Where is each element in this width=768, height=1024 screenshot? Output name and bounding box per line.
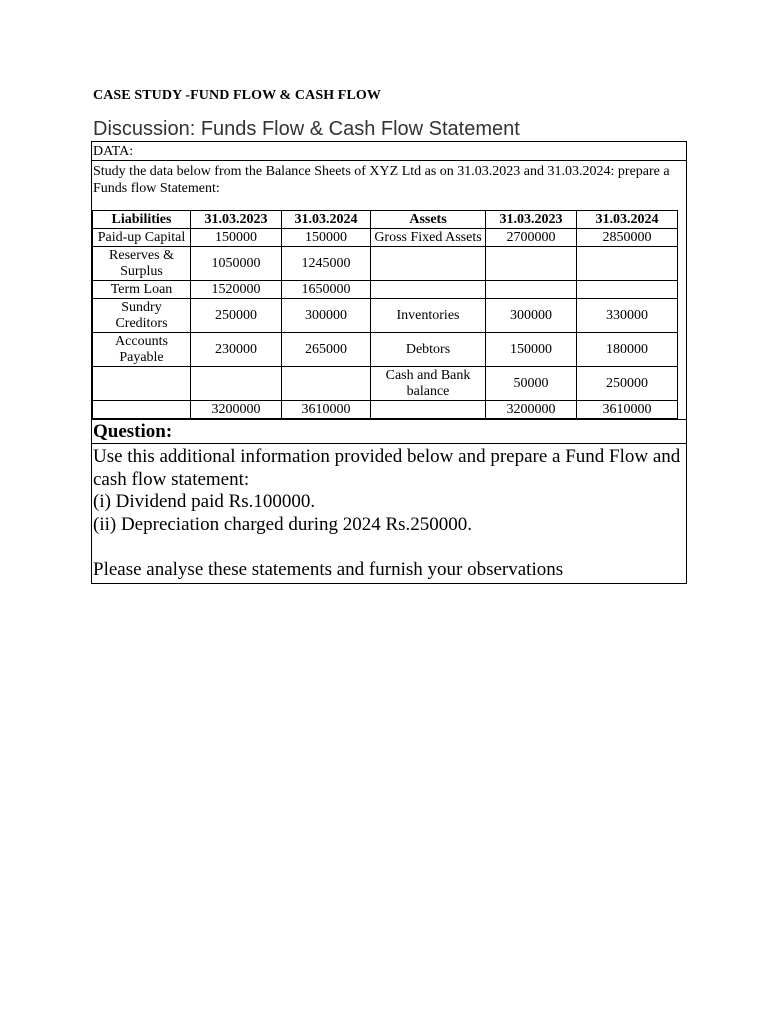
case-study-title: CASE STUDY -FUND FLOW & CASH FLOW — [93, 88, 381, 103]
question-line: (i) Dividend paid Rs.100000. — [93, 491, 316, 512]
table-row — [93, 367, 678, 401]
table-cell: 150000 — [191, 229, 282, 247]
table-cell — [371, 401, 486, 419]
table-cell — [93, 401, 191, 419]
table-row — [93, 299, 678, 333]
table-total-row — [93, 401, 678, 419]
question-line: Use this additional information provided below and prepare a Fund Flow and cash flow statement: — [93, 446, 681, 490]
question-body — [92, 444, 686, 583]
table-cell: 250000 — [577, 367, 678, 401]
header-assets: Assets — [371, 211, 486, 229]
table-cell — [486, 247, 577, 281]
table-row — [93, 281, 678, 299]
table-cell: Cash and Bank balance — [371, 367, 486, 401]
table-cell — [371, 281, 486, 299]
table-row — [93, 229, 678, 247]
table-row — [93, 247, 678, 281]
table-cell: 1520000 — [191, 281, 282, 299]
question-line: (ii) Depreciation charged during 2024 Rs.250000. — [93, 513, 473, 535]
table-cell: 2850000 — [577, 229, 678, 247]
table-cell: 300000 — [486, 299, 577, 333]
table-cell: 300000 — [282, 299, 371, 333]
table-cell: 1050000 — [191, 247, 282, 281]
table-cell: 1245000 — [282, 247, 371, 281]
table-cell — [577, 281, 678, 299]
discussion-title: Discussion: Funds Flow & Cash Flow Statement — [93, 118, 520, 140]
header-liab-2024: 31.03.2024 — [282, 211, 371, 229]
table-cell: 265000 — [282, 333, 371, 367]
table-cell — [371, 247, 486, 281]
header-asset-2023: 31.03.2023 — [486, 211, 577, 229]
question-line: Please analyse these statements and furnish your observations — [93, 558, 564, 580]
balance-sheet-table — [92, 210, 678, 419]
table-cell: Debtors — [371, 333, 486, 367]
table-row — [93, 333, 678, 367]
question-line — [93, 536, 685, 559]
header-asset-2024: 31.03.2024 — [577, 211, 678, 229]
header-liab-2023: 31.03.2023 — [191, 211, 282, 229]
table-cell: Sundry Creditors — [93, 299, 191, 333]
table-cell: Gross Fixed Assets — [371, 229, 486, 247]
header-liabilities: Liabilities — [93, 211, 191, 229]
question-label: Question: — [92, 419, 686, 444]
table-header-row — [93, 211, 678, 229]
case-study-frame — [91, 141, 687, 584]
table-cell — [486, 281, 577, 299]
table-cell: 150000 — [486, 333, 577, 367]
table-cell — [191, 367, 282, 401]
table-cell: 50000 — [486, 367, 577, 401]
total-liab-2023: 3200000 — [191, 401, 282, 419]
table-cell: Inventories — [371, 299, 486, 333]
table-cell: 1650000 — [282, 281, 371, 299]
table-cell: Reserves & Surplus — [93, 247, 191, 281]
table-cell: 250000 — [191, 299, 282, 333]
table-cell: 230000 — [191, 333, 282, 367]
study-instructions: Study the data below from the Balance Sheets of XYZ Ltd as on 31.03.2023 and 31.03.2024: prepare a Funds flow Statement: — [93, 164, 670, 196]
table-cell — [282, 367, 371, 401]
table-cell — [577, 247, 678, 281]
table-cell: 180000 — [577, 333, 678, 367]
total-asset-2024: 3610000 — [577, 401, 678, 419]
table-cell — [93, 367, 191, 401]
table-cell: Term Loan — [93, 281, 191, 299]
table-cell: 150000 — [282, 229, 371, 247]
total-asset-2023: 3200000 — [486, 401, 577, 419]
data-label: DATA: — [92, 142, 686, 161]
total-liab-2024: 3610000 — [282, 401, 371, 419]
table-cell: 2700000 — [486, 229, 577, 247]
table-cell: Accounts Payable — [93, 333, 191, 367]
table-cell: Paid-up Capital — [93, 229, 191, 247]
table-cell: 330000 — [577, 299, 678, 333]
